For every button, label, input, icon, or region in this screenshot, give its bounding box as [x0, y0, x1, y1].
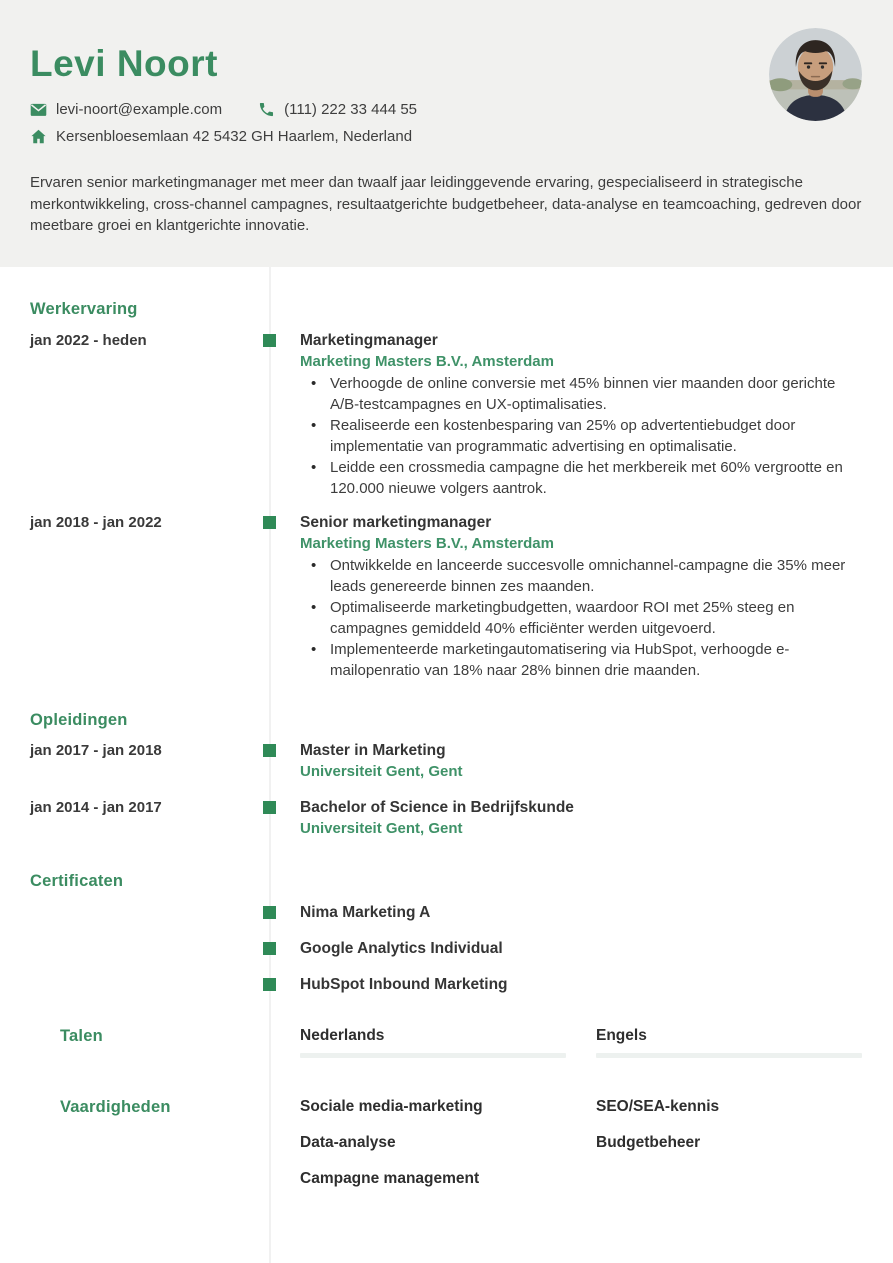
section-heading-skills: Vaardigheden [60, 1098, 171, 1116]
contact-row-1 [30, 101, 863, 118]
resume-body [0, 267, 893, 1263]
job-bullet: • Realiseerde een kostenbesparing van 25% op advertentiebudget door implementatie van programmatic advertising en optimalisatie. [300, 415, 865, 457]
section-heading-certificates: Certificaten [30, 872, 124, 890]
certificate-item [0, 976, 893, 993]
job-bullets [300, 373, 865, 499]
degree-title: Master in Marketing [300, 742, 446, 759]
job-bullet: • Leidde een crossmedia campagne die het merkbereik met 60% vergrootte en 120.000 nieuwe volgers aantrok. [300, 457, 865, 499]
address-text: Kersenbloesemlaan 42 5432 GH Haarlem, Nederland [56, 128, 413, 145]
skill-item: SEO/SEA-kennis [596, 1098, 720, 1115]
certificate-name: Google Analytics Individual [300, 940, 503, 957]
education-entry [0, 798, 893, 839]
person-name: Levi Noort [30, 43, 218, 84]
school-name: Universiteit Gent, Gent [300, 820, 463, 837]
section-heading-education: Opleidingen [30, 711, 128, 729]
certificate-name: HubSpot Inbound Marketing [300, 976, 508, 993]
certificate-item [0, 940, 893, 957]
education-dates: jan 2014 - jan 2017 [30, 799, 162, 816]
certificate-item [0, 904, 893, 921]
profile-summary: Ervaren senior marketingmanager met meer dan twaalf jaar leidinggevende ervaring, gespecialiseerd in strategische merkontwikkeling, cross-channel campagnes, resultaatgerichte budgetbeheer, data-analyse en teamcoaching, gedreven door meetbare groei en klantgerichte innovatie. [30, 174, 862, 234]
company-name: Marketing Masters B.V., Amsterdam [300, 535, 554, 552]
job-bullet: • Ontwikkelde en lanceerde succesvolle omnichannel-campagne die 35% meer leads genereerde binnen zes maanden. [300, 555, 865, 597]
email-text: levi-noort@example.com [56, 101, 223, 118]
job-bullets [300, 555, 865, 681]
experience-dates: jan 2018 - jan 2022 [30, 514, 162, 531]
phone-text: (111) 222 33 444 55 [284, 101, 418, 118]
certificate-name: Nima Marketing A [300, 904, 431, 921]
job-bullet: • Optimaliseerde marketingbudgetten, waardoor ROI met 25% steeg en campagnes gemiddeld 40% efficiënter werden uitgevoerd. [300, 597, 865, 639]
avatar [769, 28, 862, 121]
envelope-icon [30, 101, 47, 118]
language-item [596, 1027, 862, 1058]
skills-section [0, 1098, 893, 1187]
language-name: Nederlands [300, 1027, 385, 1044]
home-icon [30, 128, 47, 145]
skill-item: Data-analyse [300, 1134, 396, 1151]
skills-grid [300, 1098, 865, 1187]
language-level-bar [300, 1053, 566, 1058]
language-item [300, 1027, 566, 1058]
language-name: Engels [596, 1027, 647, 1044]
experience-dates: jan 2022 - heden [30, 332, 147, 349]
contact-email [30, 101, 222, 118]
school-name: Universiteit Gent, Gent [300, 763, 463, 780]
languages-section [0, 1027, 893, 1058]
experience-entry [0, 513, 893, 681]
timeline-marker [263, 516, 276, 529]
timeline-marker [263, 906, 276, 919]
languages-grid [300, 1027, 865, 1058]
job-bullet: • Implementeerde marketingautomatisering via HubSpot, verhoogde e-mailopenratio van 18% naar 28% binnen drie maanden. [300, 639, 865, 681]
contact-address [30, 128, 412, 145]
education-dates: jan 2017 - jan 2018 [30, 742, 162, 759]
section-heading-experience: Werkervaring [30, 300, 138, 318]
skill-item: Budgetbeheer [596, 1134, 701, 1151]
timeline-marker [263, 801, 276, 814]
skill-item: Campagne management [300, 1170, 480, 1187]
phone-icon [258, 101, 275, 118]
company-name: Marketing Masters B.V., Amsterdam [300, 353, 554, 370]
timeline-marker [263, 942, 276, 955]
job-bullet: • Verhoogde de online conversie met 45% binnen vier maanden door gerichte A/B-testcampagnes en UX-optimalisaties. [300, 373, 865, 415]
job-title: Marketingmanager [300, 332, 438, 349]
degree-title: Bachelor of Science in Bedrijfskunde [300, 799, 574, 816]
experience-entry [0, 331, 893, 499]
education-entry [0, 741, 893, 782]
contact-row-2 [30, 128, 863, 145]
section-heading-languages: Talen [60, 1027, 103, 1045]
resume-header [0, 0, 893, 267]
timeline-marker [263, 334, 276, 347]
profile-photo-illustration [769, 28, 862, 121]
language-level-bar [596, 1053, 862, 1058]
timeline-marker [263, 978, 276, 991]
skill-item: Sociale media-marketing [300, 1098, 483, 1115]
timeline-marker [263, 744, 276, 757]
job-title: Senior marketingmanager [300, 514, 492, 531]
contact-phone [258, 101, 417, 118]
